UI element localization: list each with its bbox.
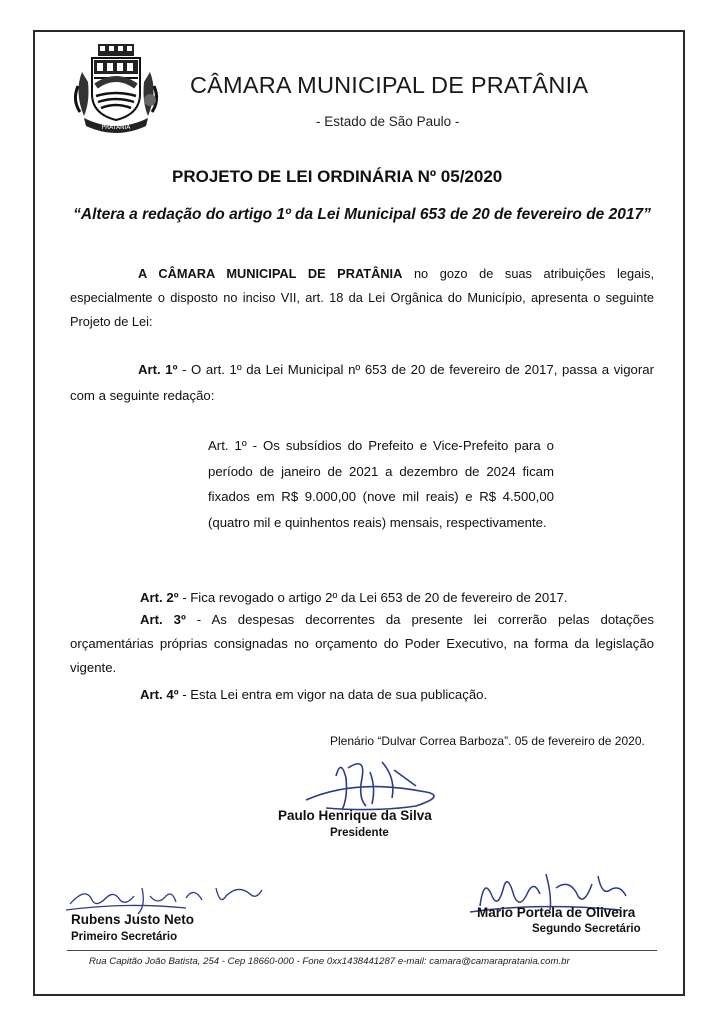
plenary-date-line: Plenário “Dulvar Correa Barboza”. 05 de fevereiro de 2020. bbox=[330, 734, 645, 748]
article-1-number: Art. 1º bbox=[138, 362, 178, 377]
institution-title: CÂMARA MUNICIPAL DE PRATÂNIA bbox=[190, 72, 589, 98]
article-2 bbox=[70, 586, 654, 609]
bill-subject: “Altera a redação do artigo 1º da Lei Municipal 653 de 20 de fevereiro de 2017” bbox=[73, 206, 651, 223]
article-2-text: - Fica revogado o artigo 2º da Lei 653 de 20 de fevereiro de 2017. bbox=[178, 590, 568, 605]
institution-subtitle: - Estado de São Paulo - bbox=[316, 114, 460, 129]
article-3 bbox=[70, 608, 654, 680]
first-secretary-role: Primeiro Secretário bbox=[71, 931, 178, 943]
preamble-bold-lead: A CÂMARA MUNICIPAL DE PRATÂNIA bbox=[138, 266, 403, 281]
article-3-text: - As despesas decorrentes da presente lei correrão pelas dotações orçamentárias próprias consignadas no orçamento do Poder Executivo, na forma da legislação vigente. bbox=[70, 612, 655, 675]
quoted-article-text: Art. 1º - Os subsídios do Prefeito e Vice-Prefeito para o período de janeiro de 2021 a dezembro de 2024 ficam fixados em R$ 9.000,00 (nove mil reais) e R$ 4.500,00 (quatro mil e quinhentos reais) mensais, respectivamente. bbox=[208, 438, 554, 530]
president-name: Paulo Henrique da Silva bbox=[278, 808, 432, 823]
president-role: Presidente bbox=[330, 827, 389, 839]
municipal-crest-logo bbox=[70, 42, 162, 134]
article-4 bbox=[70, 683, 654, 706]
article-1 bbox=[70, 357, 654, 409]
preamble-paragraph bbox=[70, 262, 654, 334]
second-secretary-role: Segundo Secretário bbox=[532, 923, 641, 935]
article-3-number: Art. 3º bbox=[140, 612, 186, 627]
footer-divider bbox=[67, 950, 657, 951]
article-4-number: Art. 4º bbox=[140, 687, 179, 702]
crest-ribbon-text: PRATÂNIA bbox=[101, 124, 131, 131]
footer-contact: Rua Capitão João Batista, 254 - Cep 18660-000 - Fone 0xx1438441287 e-mail: camara@camarapratania.com.br bbox=[89, 956, 570, 967]
article-1-text: - O art. 1º da Lei Municipal nº 653 de 20 de fevereiro de 2017, passa a vigorar com a seguinte redação: bbox=[70, 362, 655, 403]
second-secretary-name: Mario Portela de Oliveira bbox=[477, 905, 636, 920]
bill-title: PROJETO DE LEI ORDINÁRIA Nº 05/2020 bbox=[172, 167, 503, 186]
first-secretary-handwritten-signature bbox=[66, 876, 266, 916]
article-2-number: Art. 2º bbox=[140, 590, 179, 605]
first-secretary-name: Rubens Justo Neto bbox=[71, 912, 195, 927]
article-4-text: - Esta Lei entra em vigor na data de sua publicação. bbox=[178, 687, 488, 702]
preamble-text: no gozo de suas atribuições legais, especialmente o disposto no inciso VII, art. 18 da Lei Orgânica do Município, apresenta o seguinte Projeto de Lei: bbox=[70, 266, 654, 329]
